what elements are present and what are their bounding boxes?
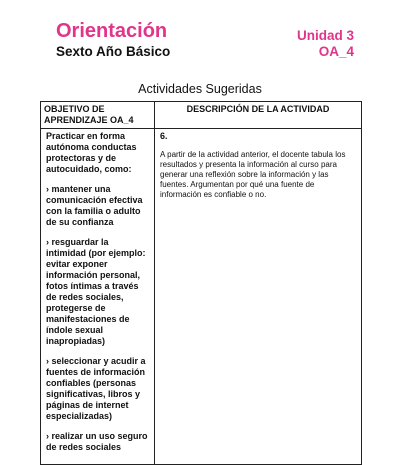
- unit-label: Unidad 3: [296, 28, 354, 43]
- section-title: Actividades Sugeridas: [138, 82, 262, 96]
- activity-cell: [155, 129, 362, 465]
- objective-item: › mantener una comunicación efectiva con la familia o adulto de su confianza: [46, 184, 143, 227]
- objective-item: › realizar un uso seguro de redes sociales: [46, 431, 148, 452]
- objective-cell: [41, 129, 155, 465]
- objective-header: OBJETIVO DE APRENDIZAJE OA_4: [41, 102, 155, 129]
- subject-title: Orientación: [56, 20, 168, 42]
- activities-table: [40, 101, 362, 465]
- objective-item: › seleccionar y acudir a fuentes de información confiables (personas significativas, libros y páginas de internet especializadas): [46, 356, 146, 421]
- grade-subtitle: Sexto Año Básico: [56, 44, 171, 59]
- activity-number: 6.: [160, 131, 168, 141]
- oa-label: OA_4: [318, 44, 354, 59]
- activity-description: A partir de la actividad anterior, el docente tabula los resultados y presenta la información al curso para generar una reflexión sobre la información y las fuentes. Argumentan por qué una fuente de información es confiable o no.: [160, 150, 346, 199]
- activity-header: DESCRIPCIÓN DE LA ACTIVIDAD: [155, 102, 362, 129]
- objective-item: › resguardar la intimidad (por ejemplo: evitar exponer información personal, fotos íntimas a través de redes sociales, protegerse de manifestaciones de índole sexual inapropiadas): [46, 237, 146, 346]
- table-header-row: [41, 102, 362, 129]
- table-row: [41, 129, 362, 465]
- objective-intro: Practicar en forma autónoma conductas protectoras y de autocuidado, como:: [46, 131, 137, 174]
